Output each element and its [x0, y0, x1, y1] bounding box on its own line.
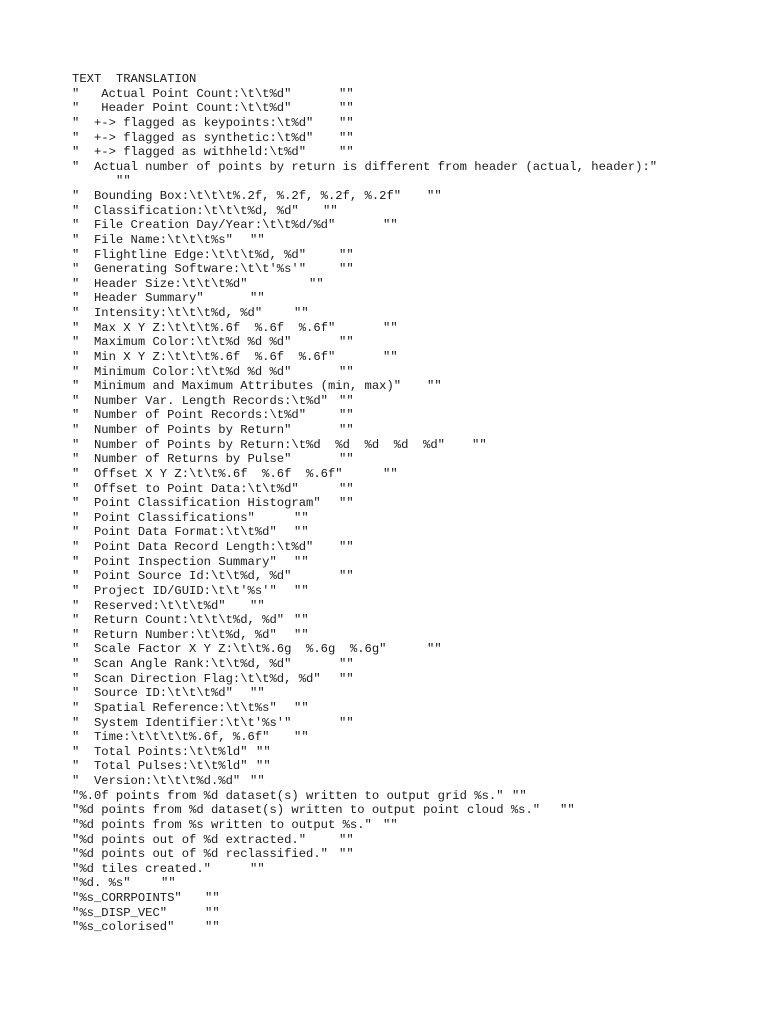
translation-row	[72, 628, 762, 643]
source-text: " Return Count:\t\t\t%d, %d"	[72, 613, 285, 628]
source-text: " Source ID:\t\t\t%d"	[72, 686, 233, 701]
translation-text: ""	[294, 554, 309, 569]
source-text: " Flightline Edge:\t\t\t%d, %d"	[72, 247, 307, 262]
source-text: " Number of Points by Return"	[72, 423, 292, 437]
translation-row	[72, 350, 762, 365]
source-text: " Point Data Format:\t\t%d"	[72, 525, 277, 540]
source-text: " Header Point Count:\t\t%d"	[72, 101, 292, 116]
translation-text: ""	[294, 627, 309, 642]
translation-text: ""	[250, 232, 265, 247]
translation-text: ""	[116, 174, 131, 189]
translation-text: ""	[339, 671, 354, 686]
source-text: "%d points out of %d extracted."	[72, 832, 307, 847]
translation-row	[72, 423, 762, 438]
translation-text: ""	[294, 730, 309, 745]
source-text: "%d points out of %d reclassified."	[72, 847, 328, 862]
translation-row	[72, 730, 762, 745]
source-text: " File Name:\t\t\t%s"	[72, 232, 233, 247]
source-text: " Point Classifications"	[72, 510, 255, 525]
translation-text: ""	[294, 583, 309, 598]
translation-text: ""	[339, 496, 354, 511]
translation-text: ""	[205, 891, 220, 905]
translation-row	[72, 408, 762, 423]
translation-text: ""	[427, 642, 442, 657]
source-text: " Number of Point Records:\t%d"	[72, 408, 307, 423]
translation-row	[72, 262, 762, 277]
translation-text: ""	[339, 364, 354, 379]
translation-text: ""	[339, 408, 354, 423]
source-text: " Header Size:\t\t\t%d"	[72, 276, 248, 291]
source-text: " Bounding Box:\t\t\t%.2f, %.2f, %.2f, %.2f"	[72, 189, 402, 203]
source-text: " Reserved:\t\t\t%d"	[72, 598, 226, 613]
translation-text: ""	[339, 569, 354, 584]
translation-text: ""	[339, 423, 354, 437]
source-text: " Actual number of points by return is different from header (actual, header):"	[72, 159, 658, 174]
translation-row	[72, 686, 762, 701]
translation-row	[72, 321, 762, 336]
source-text: " Maximum Color:\t\t%d %d %d"	[72, 335, 292, 350]
translation-rows	[72, 87, 762, 935]
source-text: " Classification:\t\t\t%d, %d"	[72, 203, 299, 218]
translation-text: ""	[294, 306, 309, 320]
source-text: " Total Points:\t\t%ld"	[72, 744, 248, 759]
translation-text: ""	[512, 788, 527, 803]
translation-text: ""	[294, 525, 309, 540]
source-text: " Number Var. Length Records:\t%d"	[72, 393, 328, 408]
translation-row	[72, 759, 762, 774]
translation-row	[72, 876, 762, 891]
source-text: " Total Pulses:\t\t%ld"	[72, 759, 248, 774]
source-text: "%d tiles created."	[72, 861, 211, 876]
translation-row	[72, 525, 762, 540]
source-text: " Number of Returns by Pulse"	[72, 452, 292, 467]
translation-row	[72, 862, 762, 877]
translation-text: ""	[250, 686, 265, 701]
source-text: " Max X Y Z:\t\t\t%.6f %.6f %.6f"	[72, 320, 336, 335]
source-text: " Header Summary"	[72, 291, 204, 306]
translation-row	[72, 642, 762, 657]
translation-row	[72, 145, 762, 160]
translation-text: ""	[339, 847, 354, 862]
translation-text: ""	[256, 759, 271, 774]
translation-row	[72, 131, 762, 146]
translation-text: ""	[309, 276, 324, 291]
translation-text: ""	[294, 700, 309, 715]
translation-row	[72, 891, 762, 906]
translation-row	[72, 672, 762, 687]
translation-text: ""	[383, 349, 398, 364]
translation-text: ""	[205, 905, 220, 920]
translation-text: ""	[339, 115, 354, 130]
source-text: " Version:\t\t\t%d.%d"	[72, 774, 241, 788]
translation-row	[72, 335, 762, 350]
translation-row	[72, 745, 762, 760]
translation-text: ""	[294, 510, 309, 525]
translation-text: ""	[250, 774, 265, 788]
translation-row	[72, 701, 762, 716]
translation-row	[72, 789, 762, 804]
source-text: "%.0f points from %d dataset(s) written to output grid %s."	[72, 788, 504, 803]
translation-text: ""	[323, 203, 338, 218]
source-text: " Scale Factor X Y Z:\t\t%.6g %.6g %.6g"	[72, 642, 387, 657]
translation-row	[72, 613, 762, 628]
translation-text: ""	[339, 832, 354, 847]
source-text: " Generating Software:\t\t'%s'"	[72, 262, 307, 277]
source-text: " File Creation Day/Year:\t\t%d/%d"	[72, 218, 336, 233]
translation-text: ""	[294, 613, 309, 628]
translation-row	[72, 101, 762, 116]
source-text: " Project ID/GUID:\t\t'%s'"	[72, 583, 277, 598]
translation-text: ""	[339, 145, 354, 160]
translation-text: ""	[339, 86, 354, 101]
translation-text: ""	[339, 247, 354, 262]
source-text: " Return Number:\t\t%d, %d"	[72, 627, 277, 642]
translation-text: ""	[339, 130, 354, 145]
table-header: TEXT TRANSLATION	[72, 72, 197, 86]
translation-table	[72, 72, 762, 935]
translation-row	[72, 233, 762, 248]
source-text: " Minimum and Maximum Attributes (min, max)"	[72, 379, 402, 394]
translation-row	[72, 306, 762, 321]
translation-row	[72, 496, 762, 511]
translation-text: ""	[205, 920, 220, 935]
source-text: " +-> flagged as keypoints:\t%d"	[72, 115, 314, 130]
source-text: " Spatial Reference:\t\t%s"	[72, 700, 277, 715]
source-text: " Scan Direction Flag:\t\t%d, %d"	[72, 671, 321, 686]
source-text: " Scan Angle Rank:\t\t%d, %d"	[72, 657, 292, 671]
translation-text: ""	[427, 379, 442, 394]
translation-row	[72, 833, 762, 848]
translation-text: ""	[339, 393, 354, 408]
source-text: " Offset X Y Z:\t\t%.6f %.6f %.6f"	[72, 466, 343, 481]
translation-row	[72, 569, 762, 584]
translation-row	[72, 189, 762, 204]
source-text: "%d points from %d dataset(s) written to output point cloud %s."	[72, 803, 541, 818]
translation-text: ""	[427, 189, 442, 203]
translation-row	[72, 379, 762, 394]
translation-row	[72, 277, 762, 292]
translation-text: ""	[339, 540, 354, 554]
source-text: " Time:\t\t\t\t%.6f, %.6f"	[72, 730, 270, 745]
translation-row	[72, 438, 762, 453]
translation-row	[72, 774, 762, 789]
translation-row	[72, 218, 762, 233]
translation-text: ""	[383, 817, 398, 832]
translation-text: ""	[161, 876, 176, 891]
translation-text: ""	[383, 218, 398, 233]
translation-row	[72, 365, 762, 380]
translation-row	[72, 599, 762, 614]
translation-text: ""	[339, 452, 354, 467]
source-text: "%d points from %s written to output %s."	[72, 817, 372, 832]
source-text: "%s_DISP_VEC"	[72, 905, 168, 920]
translation-text: ""	[383, 320, 398, 335]
source-text: " Point Data Record Length:\t%d"	[72, 540, 314, 554]
translation-row	[72, 204, 762, 219]
source-text: "%d. %s"	[72, 876, 131, 891]
source-text: " System Identifier:\t\t'%s'"	[72, 715, 292, 730]
translation-row	[72, 248, 762, 263]
translation-row	[72, 540, 762, 555]
source-text: " Offset to Point Data:\t\t%d"	[72, 481, 299, 496]
translation-text: ""	[383, 466, 398, 481]
translation-row	[72, 920, 762, 935]
translation-text: ""	[339, 715, 354, 730]
translation-row	[72, 482, 762, 497]
source-text: " Number of Points by Return:\t%d %d %d %d %d"	[72, 437, 445, 452]
source-text: " Intensity:\t\t\t%d, %d"	[72, 306, 263, 320]
translation-text: ""	[339, 335, 354, 350]
translation-row	[72, 511, 762, 526]
source-text: " Actual Point Count:\t\t%d"	[72, 86, 292, 101]
translation-row	[72, 394, 762, 409]
translation-text: ""	[250, 598, 265, 613]
source-text: " +-> flagged as withheld:\t%d"	[72, 145, 307, 160]
translation-row	[72, 555, 762, 570]
translation-row	[72, 87, 762, 102]
translation-row	[72, 657, 762, 672]
translation-row	[72, 116, 762, 131]
translation-text: ""	[560, 803, 575, 818]
source-text: " Min X Y Z:\t\t\t%.6f %.6f %.6f"	[72, 349, 336, 364]
translation-text: ""	[256, 744, 271, 759]
translation-row	[72, 584, 762, 599]
translation-text: ""	[339, 481, 354, 496]
translation-row	[72, 452, 762, 467]
translation-row	[72, 716, 762, 731]
source-text: " +-> flagged as synthetic:\t%d"	[72, 130, 314, 145]
translation-row	[72, 467, 762, 482]
translation-text: ""	[339, 262, 354, 277]
source-text: " Point Classification Histogram"	[72, 496, 321, 511]
translation-text: ""	[250, 291, 265, 306]
translation-text: ""	[339, 101, 354, 116]
source-text: " Point Inspection Summary"	[72, 554, 277, 569]
translation-row	[72, 291, 762, 306]
translation-row	[72, 847, 762, 862]
translation-row	[72, 803, 762, 818]
source-text: "%s_CORRPOINTS"	[72, 891, 182, 905]
translation-row	[72, 818, 762, 833]
translation-text: ""	[250, 861, 265, 876]
source-text: " Minimum Color:\t\t%d %d %d"	[72, 364, 292, 379]
translation-row	[72, 160, 762, 189]
translation-row	[72, 906, 762, 921]
source-text: "%s_colorised"	[72, 920, 175, 935]
translation-text: ""	[339, 657, 354, 671]
source-text: " Point Source Id:\t\t%d, %d"	[72, 569, 292, 584]
translation-text: ""	[472, 437, 487, 452]
